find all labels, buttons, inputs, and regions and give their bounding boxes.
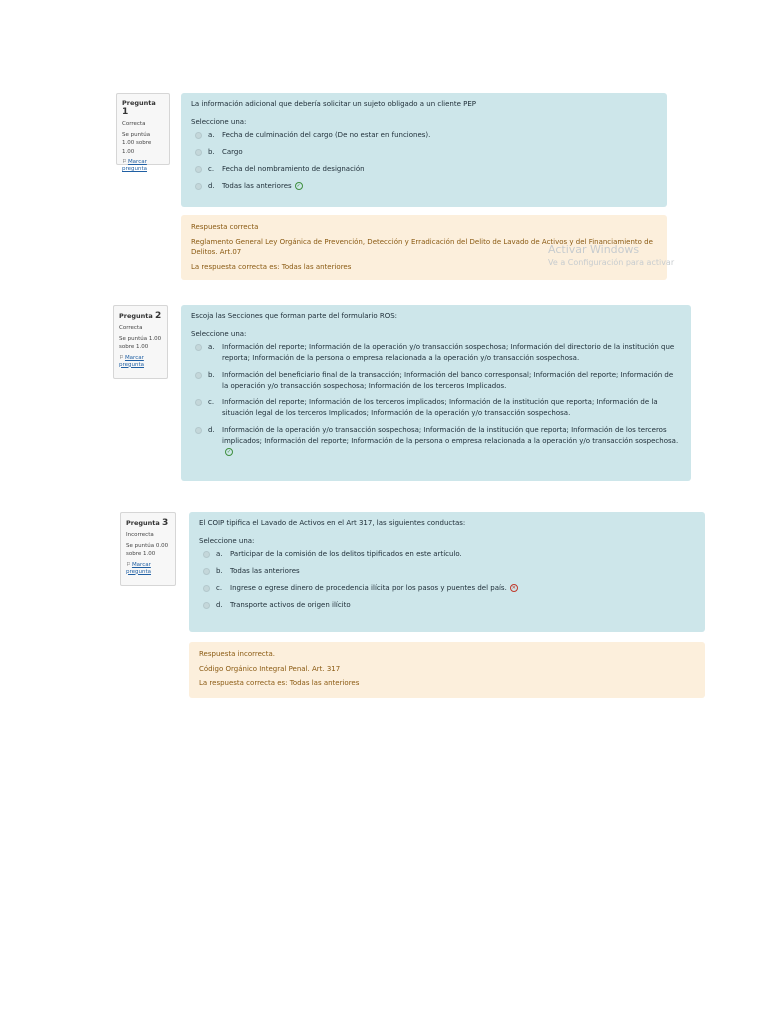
question-state: Incorrecta: [126, 532, 154, 538]
answer-option[interactable]: b. Cargo: [195, 147, 657, 158]
radio-button[interactable]: [195, 427, 202, 434]
question-state: Correcta: [122, 121, 146, 127]
answer-option[interactable]: d. Transporte activos de origen ilícito: [203, 600, 695, 611]
radio-button[interactable]: [203, 585, 210, 592]
flag-question-link[interactable]: ⚐Marcar pregunta: [122, 158, 148, 172]
feedback-right-answer: La respuesta correcta es: Todas las anteriores: [191, 262, 352, 271]
question-grade: Se puntúa 1.00 sobre 1.00: [122, 132, 152, 155]
question-number: Pregunta 1: [122, 99, 156, 117]
question-number: Pregunta 2: [119, 311, 162, 321]
question-feedback: [189, 642, 705, 698]
radio-button[interactable]: [203, 568, 210, 575]
radio-button[interactable]: [195, 149, 202, 156]
question-info: [116, 93, 170, 172]
feedback-right-answer: La respuesta correcta es: Todas las anteriores: [199, 679, 360, 687]
question-formulation: [181, 93, 667, 207]
radio-button[interactable]: [195, 132, 202, 139]
radio-button[interactable]: [195, 183, 202, 190]
radio-button[interactable]: [195, 344, 202, 351]
question-text: El COIP tipifica el Lavado de Activos en el Art 317, las siguientes conductas:: [199, 519, 466, 527]
feedback-reference: Código Orgánico Integral Penal. Art. 317: [199, 664, 341, 673]
question-info: [113, 305, 168, 379]
answer-option[interactable]: c. Información del reporte; Información de los terceros implicados; Información de la institución que reporta; Información de la situación legal de los terceros Implicados; Información de la operación y/o transacción sospechosa.: [195, 397, 681, 419]
answer-option[interactable]: d. Todas las anteriores ✓: [195, 181, 657, 192]
correct-check-icon: ✓: [226, 448, 232, 455]
radio-button[interactable]: [203, 551, 210, 558]
question-grade: Se puntúa 0.00 sobre 1.00: [126, 543, 169, 558]
answer-option[interactable]: c. Fecha del nombramiento de designación: [195, 164, 657, 175]
incorrect-x-icon: ✕: [511, 584, 516, 591]
answer-option[interactable]: b. Todas las anteriores: [203, 566, 695, 577]
flag-icon: ⚐: [126, 561, 131, 568]
correct-check-icon: ✓: [296, 182, 301, 189]
question-grade: Se puntúa 1.00 sobre 1.00: [119, 336, 162, 351]
activation-watermark-subtitle: Ve a Configuración para activar: [548, 258, 675, 267]
question-formulation: [189, 512, 705, 632]
answer-option[interactable]: a. Participar de la comisión de los delitos tipificados en este artículo.: [203, 549, 695, 560]
flag-question-link[interactable]: ⚐Marcar pregunta: [126, 561, 152, 575]
flag-icon: ⚐: [119, 354, 124, 361]
question-text: La información adicional que debería solicitar un sujeto obligado a un cliente PEP: [191, 100, 477, 108]
flag-icon: ⚐: [122, 158, 127, 165]
answer-option[interactable]: d. Información de la operación y/o transacción sospechosa; Información de la institución que reporta; Información de los terceros implicados; Información del reporte; Información de la persona o empresa relacionada a la operación y/o transacción sospechosa.✓: [195, 425, 681, 458]
answer-option[interactable]: a. Información del reporte; Información de la operación y/o transacción sospechosa; Información del directorio de la institución que reporta; Información de la persona o empresa relacionada a la operación y/o transacción sospechosa.: [195, 342, 681, 364]
activation-watermark-title: Activar Windows: [548, 243, 640, 256]
answer-prompt: Seleccione una:: [191, 118, 247, 126]
feedback-result: Respuesta incorrecta.: [199, 650, 276, 658]
radio-button[interactable]: [195, 399, 202, 406]
question-number: Pregunta 3: [126, 518, 169, 528]
feedback-result: Respuesta correcta: [191, 223, 259, 231]
question-state: Correcta: [119, 325, 143, 331]
answer-option[interactable]: a. Fecha de culminación del cargo (De no estar en funciones).: [195, 130, 657, 141]
answer-prompt: Seleccione una:: [191, 330, 247, 338]
question-info: [120, 512, 176, 586]
question-text: Escoja las Secciones que forman parte del formulario ROS:: [191, 312, 398, 320]
feedback-reference: Reglamento General Ley Orgánica de Prevención, Detección y Erradicación del Delito de Lavado de Activos y del Financiamiento de Delitos. Art.07: [191, 237, 653, 256]
flag-question-link[interactable]: ⚐Marcar pregunta: [119, 354, 145, 368]
answer-option[interactable]: b. Información del beneficiario final de la transacción; Información del banco corresponsal; Información del reporte; Información de la operación y/o transacción sospechosa; Información de los terceros Implicados.: [195, 370, 681, 392]
radio-button[interactable]: [195, 166, 202, 173]
answer-prompt: Seleccione una:: [199, 537, 255, 545]
answer-option[interactable]: c. Ingrese o egrese dinero de procedencia ilícita por los pasos y puentes del país. ✕: [203, 583, 695, 594]
question-formulation: [181, 305, 691, 481]
radio-button[interactable]: [203, 602, 210, 609]
radio-button[interactable]: [195, 372, 202, 379]
